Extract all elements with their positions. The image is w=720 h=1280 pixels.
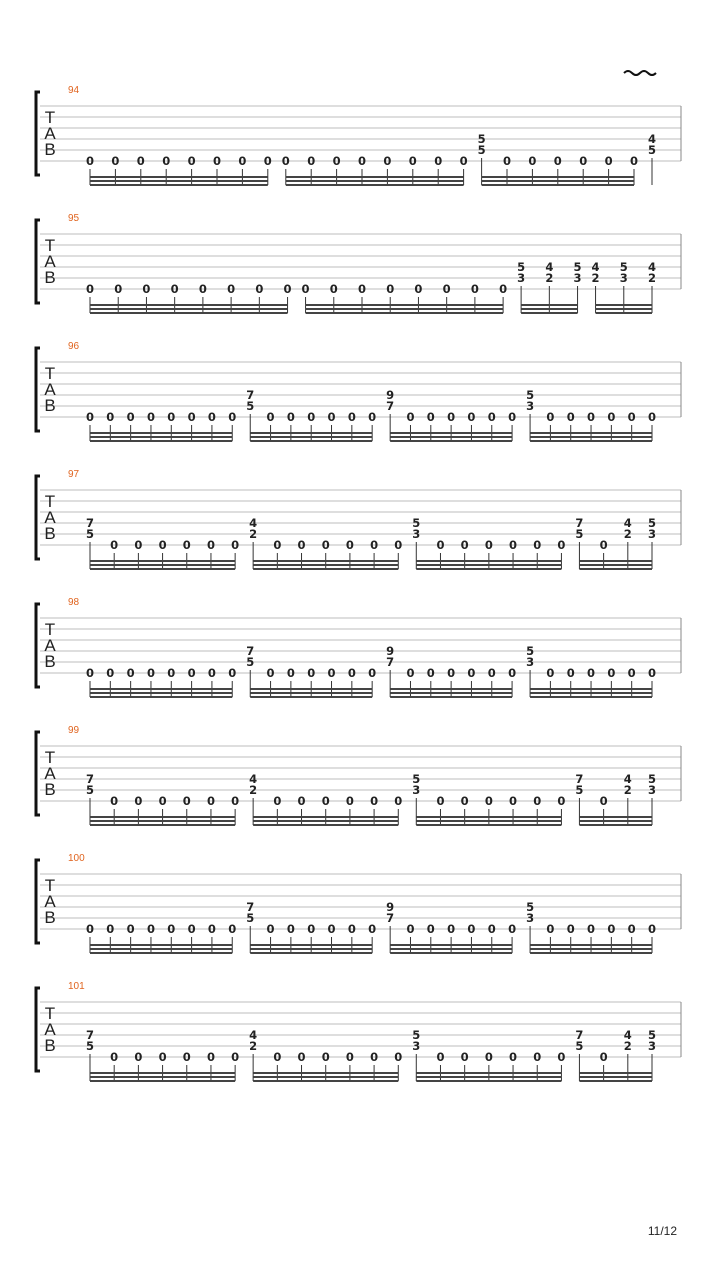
fret-number: 0 bbox=[460, 794, 469, 808]
fret-number: 5 bbox=[575, 1039, 584, 1053]
fret-number: 0 bbox=[434, 154, 443, 168]
tab-clef-letter: A bbox=[44, 124, 56, 143]
fret-number: 0 bbox=[499, 282, 508, 296]
fret-number: 0 bbox=[85, 666, 95, 680]
fret-number: 0 bbox=[508, 922, 517, 936]
fret-number: 0 bbox=[502, 154, 512, 168]
fret-number: 0 bbox=[212, 154, 222, 168]
fret-number: 5 bbox=[526, 644, 535, 658]
fret-number: 0 bbox=[459, 154, 468, 168]
fret-number: 0 bbox=[110, 538, 119, 552]
tab-system bbox=[36, 981, 681, 1081]
fret-number: 0 bbox=[386, 282, 395, 296]
fret-number: 0 bbox=[357, 154, 367, 168]
fret-number: 7 bbox=[85, 1028, 95, 1042]
fret-number: 0 bbox=[394, 794, 403, 808]
fret-number: 0 bbox=[273, 794, 282, 808]
fret-number: 0 bbox=[368, 666, 377, 680]
tab-clef-letter: A bbox=[44, 892, 56, 911]
fret-number: 4 bbox=[545, 260, 554, 274]
fret-number: 0 bbox=[406, 666, 415, 680]
fret-number: 0 bbox=[394, 538, 403, 552]
system-bracket bbox=[36, 732, 40, 815]
fret-number: 0 bbox=[627, 666, 636, 680]
fret-number: 0 bbox=[460, 1050, 469, 1064]
fret-number: 0 bbox=[447, 922, 456, 936]
fret-number: 5 bbox=[412, 516, 421, 530]
fret-number: 7 bbox=[386, 911, 395, 925]
fret-number: 0 bbox=[146, 666, 155, 680]
fret-number: 5 bbox=[647, 143, 657, 157]
fret-number: 5 bbox=[85, 783, 95, 797]
fret-number: 0 bbox=[587, 922, 596, 936]
fret-number: 0 bbox=[436, 538, 445, 552]
tab-system bbox=[36, 853, 681, 953]
measure-number: 96 bbox=[68, 341, 80, 352]
fret-number: 0 bbox=[273, 538, 282, 552]
fret-number: 5 bbox=[412, 1028, 421, 1042]
tab-clef-letter: T bbox=[44, 364, 56, 383]
fret-number: 0 bbox=[394, 1050, 403, 1064]
fret-number: 0 bbox=[228, 666, 237, 680]
tab-clef-letter: B bbox=[44, 268, 56, 287]
fret-number: 4 bbox=[249, 1028, 258, 1042]
fret-number: 0 bbox=[110, 1050, 119, 1064]
fret-number: 0 bbox=[484, 794, 493, 808]
fret-number: 0 bbox=[146, 410, 155, 424]
fret-number: 0 bbox=[162, 154, 171, 168]
system-bracket bbox=[36, 988, 40, 1071]
fret-number: 0 bbox=[599, 538, 608, 552]
tab-clef-letter: T bbox=[44, 1004, 56, 1023]
fret-number: 0 bbox=[266, 922, 275, 936]
fret-number: 0 bbox=[167, 666, 176, 680]
fret-number: 0 bbox=[142, 282, 151, 296]
fret-number: 5 bbox=[647, 772, 657, 786]
fret-number: 5 bbox=[619, 260, 628, 274]
fret-number: 0 bbox=[607, 410, 616, 424]
fret-number: 0 bbox=[467, 410, 476, 424]
tab-system bbox=[36, 213, 681, 313]
fret-number: 0 bbox=[509, 794, 518, 808]
fret-number: 5 bbox=[477, 143, 486, 157]
fret-number: 0 bbox=[187, 922, 196, 936]
fret-number: 0 bbox=[321, 1050, 330, 1064]
tab-clef-letter: T bbox=[44, 492, 56, 511]
fret-number: 3 bbox=[573, 271, 582, 285]
fret-number: 0 bbox=[85, 282, 95, 296]
fret-number: 0 bbox=[207, 922, 216, 936]
fret-number: 0 bbox=[158, 538, 167, 552]
system-bracket bbox=[36, 860, 40, 943]
fret-number: 0 bbox=[134, 1050, 143, 1064]
measure-number: 99 bbox=[68, 725, 80, 736]
tab-clef-letter: T bbox=[44, 108, 56, 127]
fret-number: 3 bbox=[526, 911, 535, 925]
fret-number: 0 bbox=[508, 410, 517, 424]
tab-clef-letter: B bbox=[44, 652, 56, 671]
tab-clef-letter: B bbox=[44, 396, 56, 415]
fret-number: 7 bbox=[246, 900, 255, 914]
fret-number: 0 bbox=[604, 154, 613, 168]
fret-number: 0 bbox=[347, 666, 356, 680]
fret-number: 0 bbox=[587, 410, 596, 424]
fret-number: 0 bbox=[528, 154, 537, 168]
tab-system bbox=[36, 597, 681, 697]
fret-number: 0 bbox=[321, 538, 330, 552]
system-bracket bbox=[36, 348, 40, 431]
fret-number: 4 bbox=[647, 132, 657, 146]
fret-number: 0 bbox=[484, 538, 493, 552]
fret-number: 0 bbox=[566, 922, 575, 936]
system-bracket bbox=[36, 604, 40, 687]
fret-number: 0 bbox=[370, 538, 379, 552]
fret-number: 0 bbox=[327, 666, 336, 680]
fret-number: 0 bbox=[607, 922, 616, 936]
fret-number: 5 bbox=[246, 911, 255, 925]
measure-number: 98 bbox=[68, 597, 80, 608]
tab-clef-letter: B bbox=[44, 908, 56, 927]
tab-system bbox=[36, 341, 681, 441]
fret-number: 7 bbox=[575, 1028, 584, 1042]
fret-number: 5 bbox=[85, 1039, 95, 1053]
fret-number: 0 bbox=[106, 666, 115, 680]
fret-number: 0 bbox=[227, 282, 236, 296]
fret-number: 0 bbox=[647, 922, 657, 936]
fret-number: 0 bbox=[546, 666, 555, 680]
fret-number: 0 bbox=[487, 922, 496, 936]
fret-number: 0 bbox=[106, 410, 115, 424]
fret-number: 0 bbox=[467, 666, 476, 680]
tab-clef-letter: T bbox=[44, 748, 56, 767]
fret-number: 0 bbox=[187, 154, 196, 168]
fret-number: 2 bbox=[623, 1039, 632, 1053]
fret-number: 5 bbox=[517, 260, 526, 274]
fret-number: 0 bbox=[467, 922, 476, 936]
fret-number: 2 bbox=[623, 527, 632, 541]
fret-number: 0 bbox=[347, 922, 356, 936]
fret-number: 0 bbox=[345, 1050, 354, 1064]
fret-number: 7 bbox=[246, 644, 255, 658]
fret-number: 2 bbox=[545, 271, 554, 285]
fret-number: 0 bbox=[508, 666, 517, 680]
system-bracket bbox=[36, 92, 40, 175]
fret-number: 0 bbox=[627, 922, 636, 936]
fret-number: 0 bbox=[231, 538, 240, 552]
fret-number: 0 bbox=[327, 410, 336, 424]
fret-number: 0 bbox=[426, 922, 435, 936]
fret-number: 0 bbox=[327, 922, 336, 936]
fret-number: 0 bbox=[533, 538, 542, 552]
fret-number: 3 bbox=[647, 527, 657, 541]
systems-layer bbox=[36, 85, 681, 1081]
fret-number: 0 bbox=[406, 922, 415, 936]
fret-number: 0 bbox=[228, 922, 237, 936]
fret-number: 5 bbox=[412, 772, 421, 786]
fret-number: 5 bbox=[647, 516, 657, 530]
fret-number: 0 bbox=[297, 794, 306, 808]
fret-number: 0 bbox=[114, 282, 123, 296]
fret-number: 0 bbox=[167, 410, 176, 424]
fret-number: 0 bbox=[566, 666, 575, 680]
fret-number: 7 bbox=[85, 772, 95, 786]
fret-number: 5 bbox=[575, 783, 584, 797]
tab-clef-letter: A bbox=[44, 1020, 56, 1039]
fret-number: 0 bbox=[111, 154, 120, 168]
measure-number: 101 bbox=[68, 981, 85, 992]
fret-number: 7 bbox=[85, 516, 95, 530]
fret-number: 0 bbox=[426, 666, 435, 680]
fret-number: 4 bbox=[623, 772, 632, 786]
fret-number: 0 bbox=[546, 922, 555, 936]
fret-number: 5 bbox=[575, 527, 584, 541]
fret-number: 9 bbox=[386, 388, 395, 402]
tab-clef-letter: A bbox=[44, 252, 56, 271]
fret-number: 0 bbox=[307, 666, 316, 680]
fret-number: 5 bbox=[526, 900, 535, 914]
measure-number: 95 bbox=[68, 213, 80, 224]
fret-number: 0 bbox=[207, 666, 216, 680]
fret-number: 4 bbox=[647, 260, 657, 274]
fret-number: 2 bbox=[249, 783, 258, 797]
fret-number: 7 bbox=[246, 388, 255, 402]
fret-number: 0 bbox=[206, 1050, 215, 1064]
page-number: 11/12 bbox=[647, 1224, 677, 1238]
fret-number: 0 bbox=[557, 794, 566, 808]
fret-number: 0 bbox=[533, 1050, 542, 1064]
fret-number: 3 bbox=[412, 783, 421, 797]
fret-number: 0 bbox=[301, 282, 310, 296]
fret-number: 0 bbox=[307, 154, 316, 168]
tab-clef-letter: B bbox=[44, 524, 56, 543]
fret-number: 3 bbox=[412, 1039, 421, 1053]
fret-number: 0 bbox=[136, 154, 145, 168]
fret-number: 0 bbox=[332, 154, 341, 168]
fret-number: 0 bbox=[406, 410, 415, 424]
fret-number: 0 bbox=[627, 410, 636, 424]
fret-number: 0 bbox=[557, 1050, 566, 1064]
fret-number: 3 bbox=[647, 1039, 657, 1053]
fret-number: 0 bbox=[263, 154, 272, 168]
fret-number: 0 bbox=[266, 410, 275, 424]
fret-number: 0 bbox=[321, 794, 330, 808]
fret-number: 4 bbox=[623, 1028, 632, 1042]
fret-number: 0 bbox=[599, 794, 608, 808]
tab-clef-letter: A bbox=[44, 508, 56, 527]
fret-number: 3 bbox=[412, 527, 421, 541]
fret-number: 0 bbox=[228, 410, 237, 424]
fret-number: 2 bbox=[591, 271, 600, 285]
fret-number: 0 bbox=[470, 282, 479, 296]
fret-number: 0 bbox=[297, 538, 306, 552]
fret-number: 0 bbox=[85, 922, 95, 936]
tab-clef-letter: A bbox=[44, 764, 56, 783]
fret-number: 0 bbox=[566, 410, 575, 424]
fret-number: 0 bbox=[447, 410, 456, 424]
fret-number: 0 bbox=[557, 538, 566, 552]
fret-number: 0 bbox=[509, 538, 518, 552]
fret-number: 0 bbox=[167, 922, 176, 936]
fret-number: 5 bbox=[246, 399, 255, 413]
fret-number: 0 bbox=[85, 154, 95, 168]
fret-number: 0 bbox=[182, 1050, 191, 1064]
fret-number: 0 bbox=[158, 794, 167, 808]
system-bracket bbox=[36, 476, 40, 559]
fret-number: 5 bbox=[477, 132, 486, 146]
fret-number: 0 bbox=[436, 794, 445, 808]
fret-number: 0 bbox=[345, 538, 354, 552]
measure-number: 100 bbox=[68, 853, 85, 864]
fret-number: 0 bbox=[206, 794, 215, 808]
fret-number: 0 bbox=[286, 666, 295, 680]
fret-number: 0 bbox=[345, 794, 354, 808]
fret-number: 0 bbox=[110, 794, 119, 808]
fret-number: 2 bbox=[249, 1039, 258, 1053]
fret-number: 0 bbox=[629, 154, 639, 168]
fret-number: 0 bbox=[281, 154, 290, 168]
tab-clef-letter: B bbox=[44, 780, 56, 799]
fret-number: 3 bbox=[526, 399, 535, 413]
tab-clef-letter: T bbox=[44, 876, 56, 895]
tab-system bbox=[36, 725, 681, 825]
fret-number: 0 bbox=[255, 282, 264, 296]
fret-number: 0 bbox=[297, 1050, 306, 1064]
fret-number: 0 bbox=[126, 410, 135, 424]
fret-number: 7 bbox=[386, 655, 395, 669]
fret-number: 0 bbox=[607, 666, 616, 680]
fret-number: 0 bbox=[357, 282, 367, 296]
fret-number: 0 bbox=[447, 666, 456, 680]
fret-number: 0 bbox=[647, 666, 657, 680]
fret-number: 0 bbox=[509, 1050, 518, 1064]
fret-number: 0 bbox=[198, 282, 207, 296]
fret-number: 7 bbox=[386, 399, 395, 413]
fret-number: 0 bbox=[187, 666, 196, 680]
fret-number: 0 bbox=[187, 410, 196, 424]
fret-number: 2 bbox=[647, 271, 657, 285]
fret-number: 0 bbox=[408, 154, 417, 168]
fret-number: 0 bbox=[460, 538, 469, 552]
fret-number: 0 bbox=[286, 410, 295, 424]
fret-number: 3 bbox=[647, 783, 657, 797]
fret-number: 9 bbox=[386, 644, 395, 658]
fret-number: 0 bbox=[553, 154, 562, 168]
fret-number: 0 bbox=[283, 282, 292, 296]
fret-number: 0 bbox=[546, 410, 555, 424]
fret-number: 5 bbox=[647, 1028, 657, 1042]
fret-number: 5 bbox=[526, 388, 535, 402]
fret-number: 0 bbox=[426, 410, 435, 424]
tab-system bbox=[36, 85, 681, 185]
tab-clef-letter: A bbox=[44, 380, 56, 399]
fret-number: 0 bbox=[206, 538, 215, 552]
fret-number: 5 bbox=[246, 655, 255, 669]
fret-number: 4 bbox=[623, 516, 632, 530]
fret-number: 0 bbox=[238, 154, 247, 168]
system-bracket bbox=[36, 220, 40, 303]
fret-number: 2 bbox=[249, 527, 258, 541]
fret-number: 9 bbox=[386, 900, 395, 914]
fret-number: 0 bbox=[231, 794, 240, 808]
fret-number: 4 bbox=[249, 772, 258, 786]
tab-clef-letter: A bbox=[44, 636, 56, 655]
fret-number: 0 bbox=[134, 538, 143, 552]
fret-number: 0 bbox=[273, 1050, 282, 1064]
fret-number: 0 bbox=[182, 794, 191, 808]
fret-number: 2 bbox=[623, 783, 632, 797]
fret-number: 0 bbox=[307, 410, 316, 424]
fret-number: 0 bbox=[587, 666, 596, 680]
tab-system bbox=[36, 469, 681, 569]
fret-number: 0 bbox=[599, 1050, 608, 1064]
fret-number: 7 bbox=[575, 772, 584, 786]
measure-number: 94 bbox=[68, 85, 80, 96]
fret-number: 0 bbox=[579, 154, 588, 168]
fret-number: 3 bbox=[526, 655, 535, 669]
fret-number: 0 bbox=[370, 794, 379, 808]
vibrato-wave-icon bbox=[624, 71, 656, 75]
fret-number: 0 bbox=[383, 154, 392, 168]
fret-number: 0 bbox=[134, 794, 143, 808]
fret-number: 0 bbox=[329, 282, 338, 296]
fret-number: 0 bbox=[126, 922, 135, 936]
fret-number: 0 bbox=[307, 922, 316, 936]
fret-number: 0 bbox=[414, 282, 423, 296]
fret-number: 0 bbox=[106, 922, 115, 936]
fret-number: 0 bbox=[85, 410, 95, 424]
fret-number: 0 bbox=[207, 410, 216, 424]
measure-number: 97 bbox=[68, 469, 80, 480]
fret-number: 0 bbox=[487, 410, 496, 424]
fret-number: 0 bbox=[368, 922, 377, 936]
tab-clef-letter: B bbox=[44, 1036, 56, 1055]
fret-number: 0 bbox=[436, 1050, 445, 1064]
fret-number: 0 bbox=[231, 1050, 240, 1064]
fret-number: 4 bbox=[591, 260, 600, 274]
fret-number: 0 bbox=[647, 410, 657, 424]
fret-number: 0 bbox=[286, 922, 295, 936]
tab-clef-letter: T bbox=[44, 620, 56, 639]
fret-number: 0 bbox=[170, 282, 179, 296]
fret-number: 0 bbox=[266, 666, 275, 680]
fret-number: 5 bbox=[573, 260, 582, 274]
tab-clef-letter: B bbox=[44, 140, 56, 159]
fret-number: 3 bbox=[619, 271, 628, 285]
fret-number: 0 bbox=[347, 410, 356, 424]
fret-number: 0 bbox=[368, 410, 377, 424]
fret-number: 0 bbox=[146, 922, 155, 936]
fret-number: 0 bbox=[126, 666, 135, 680]
fret-number: 0 bbox=[442, 282, 451, 296]
fret-number: 3 bbox=[517, 271, 526, 285]
tab-clef-letter: T bbox=[44, 236, 56, 255]
fret-number: 0 bbox=[370, 1050, 379, 1064]
fret-number: 5 bbox=[85, 527, 95, 541]
fret-number: 4 bbox=[249, 516, 258, 530]
fret-number: 0 bbox=[533, 794, 542, 808]
fret-number: 0 bbox=[182, 538, 191, 552]
fret-number: 0 bbox=[487, 666, 496, 680]
fret-number: 7 bbox=[575, 516, 584, 530]
fret-number: 0 bbox=[158, 1050, 167, 1064]
fret-number: 0 bbox=[484, 1050, 493, 1064]
